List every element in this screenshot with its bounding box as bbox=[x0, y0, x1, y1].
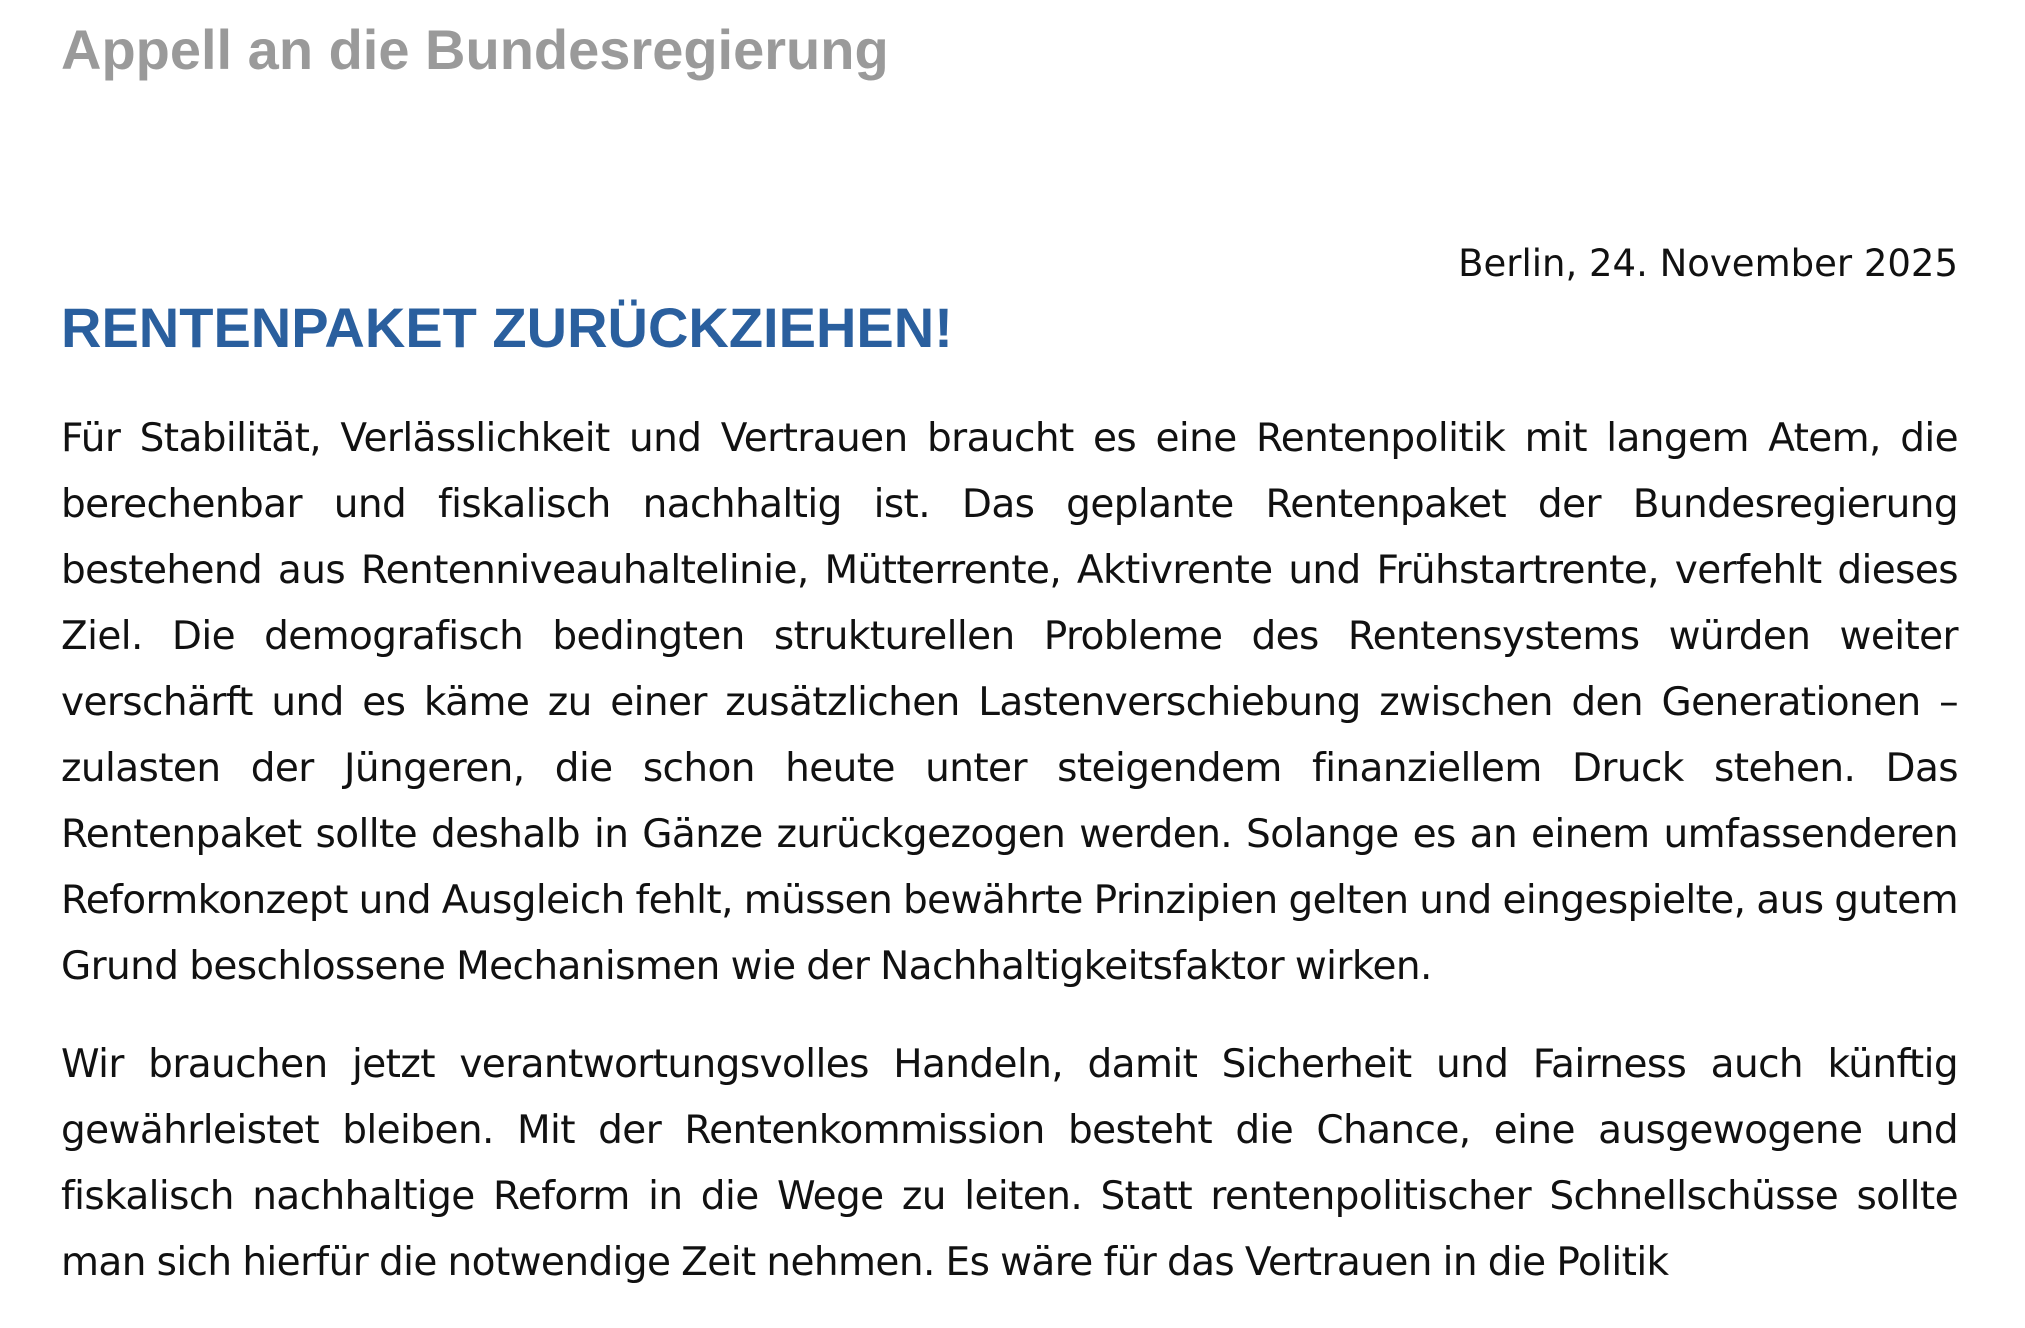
headline: RENTENPAKET ZURÜCKZIEHEN! bbox=[61, 296, 953, 359]
date-line: Berlin, 24. November 2025 bbox=[1458, 242, 1958, 285]
document-page bbox=[61, 0, 1958, 1316]
paragraph-1: Für Stabilität, Verlässlichkeit und Vertrauen braucht es eine Rentenpolitik mit langem Atem, die berechenbar und fiskalisch nachhaltig ist. Das geplante Rentenpaket der Bundesregierung bestehend aus Rentenniveauhaltelinie, Mütterrente, Aktivrente und Frühstartrente, verfehlt dieses Ziel. Die demografisch bedingten strukturellen Probleme des Rentensystems würden weiter verschärft und es käme zu einer zusätzlichen Lastenverschiebung zwischen den Generationen – zulasten der Jüngeren, die schon heute unter steigendem finanziellem Druck stehen. Das Rentenpaket sollte deshalb in Gänze zurückgezogen werden. Solange es an einem umfassenderen Reformkonzept und Ausgleich fehlt, müssen bewährte Prinzipien gelten und eingespielte, aus gutem Grund beschlossene Mechanismen wie der Nachhaltigkeitsfaktor wirken. bbox=[61, 416, 1958, 989]
document-header-title: Appell an die Bundesregierung bbox=[61, 18, 889, 81]
paragraph-2: Wir brauchen jetzt verantwortungsvolles Handeln, damit Sicherheit und Fairness auch künftig gewährleistet bleiben. Mit der Rentenkommission besteht die Chance, eine ausgewogene und fiskalisch nachhaltige Reform in die Wege zu leiten. Statt rentenpolitischer Schnellschüsse sollte man sich hierfür die notwendige Zeit nehmen. Es wäre für das Vertrauen in die Politik bbox=[61, 1042, 1958, 1285]
body-text bbox=[61, 406, 1958, 1328]
